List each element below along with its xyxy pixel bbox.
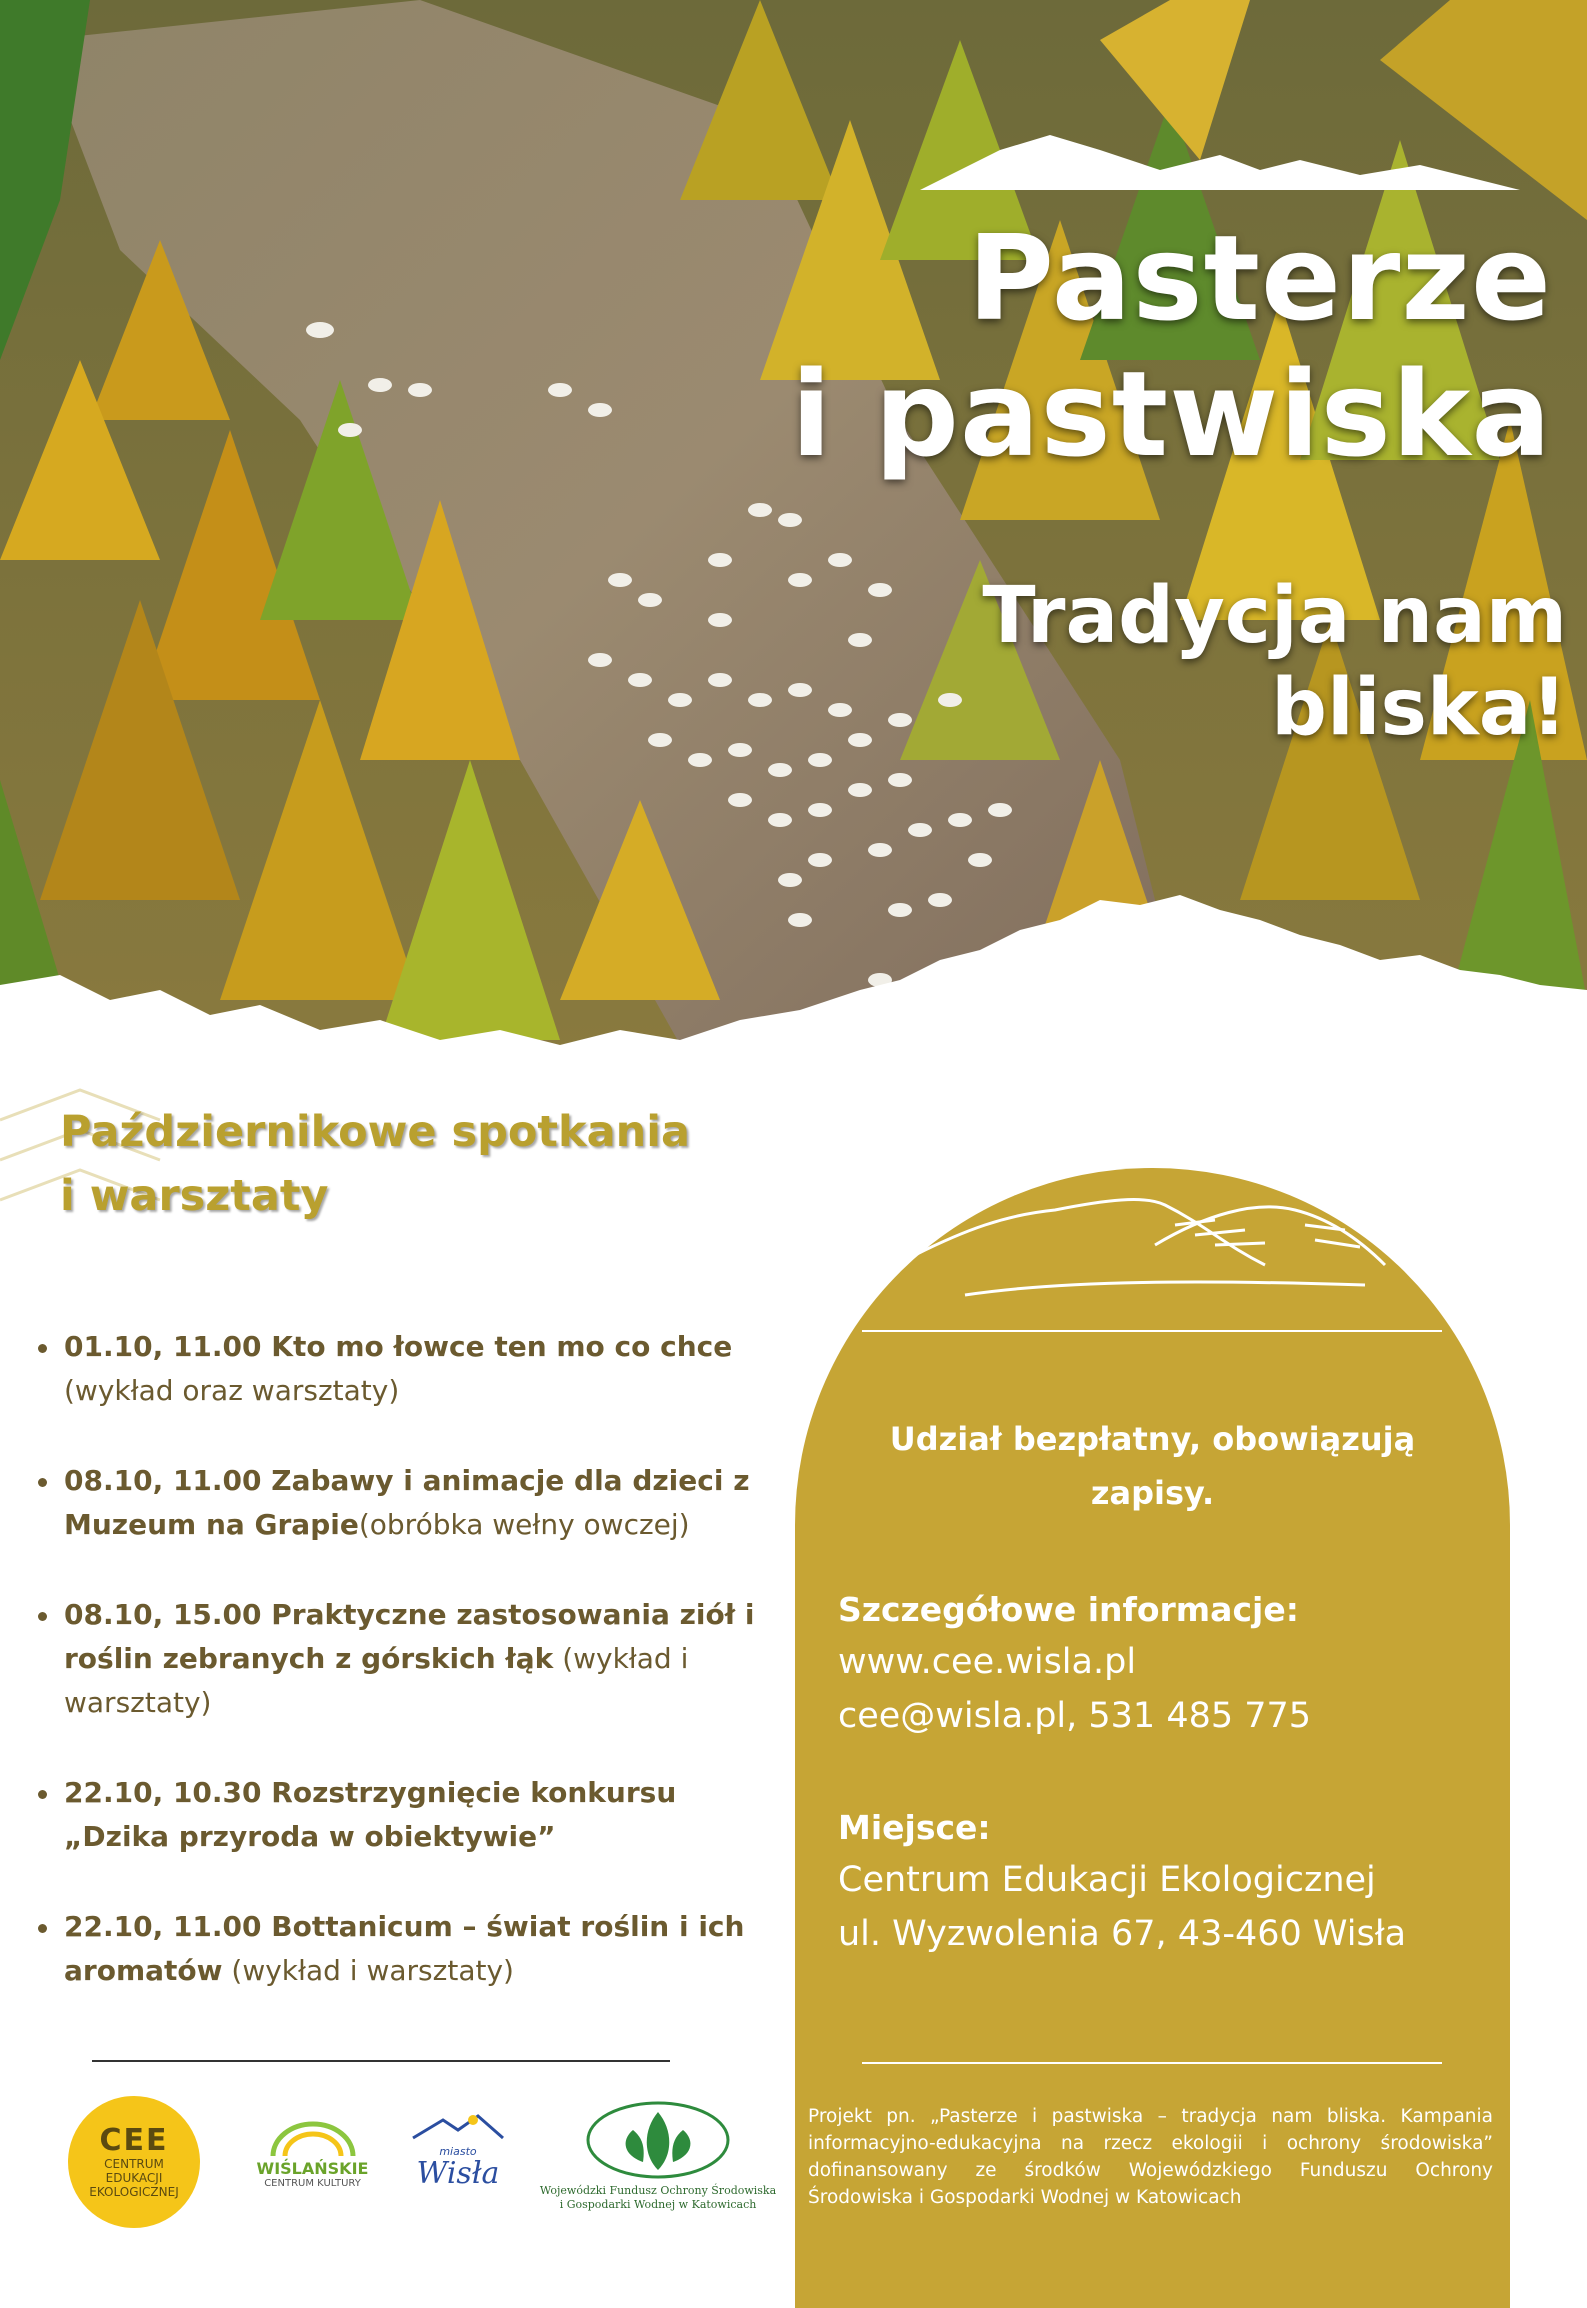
wfos-logo <box>533 2100 783 2212</box>
place-address: ul. Wyzwolenia 67, 43-460 Wisła <box>838 1914 1407 1954</box>
wislanskie-name: WIŚLAŃSKIE <box>256 2159 369 2178</box>
wislanskie-logo <box>255 2120 370 2190</box>
place-block <box>838 1803 1406 1961</box>
website-link[interactable]: www.cee.wisla.pl <box>838 1642 1137 1682</box>
panel-divider-top <box>862 1330 1442 1332</box>
place-heading: Miejsce: <box>838 1808 991 1847</box>
contact-info[interactable]: cee@wisla.pl, 531 485 775 <box>838 1696 1312 1736</box>
event-title: 22.10, 10.30 Rozstrzygnięcie konkursu „Dzika przyroda w obiektywie” <box>64 1776 677 1853</box>
divider <box>92 2060 670 2062</box>
panel-divider-bottom <box>862 2062 1442 2064</box>
registration-note <box>820 1412 1485 1520</box>
cee-logo-mark: CEE <box>99 2123 169 2158</box>
wisla-mountains-icon <box>403 2112 513 2142</box>
leaf-icon <box>583 2100 733 2180</box>
arch-logo-icon <box>258 2120 368 2156</box>
wisla-logo <box>398 2112 518 2190</box>
page-title <box>791 210 1552 482</box>
event-note: (wykład oraz warsztaty) <box>64 1374 400 1407</box>
wfos-text-2: i Gospodarki Wodnej w Katowicach <box>559 2198 757 2211</box>
title-line-2: i pastwiska <box>790 345 1552 483</box>
page-subtitle <box>982 570 1567 754</box>
event-title: 01.10, 11.00 Kto mo łowce ten mo co chce <box>64 1330 733 1363</box>
event-list <box>30 1325 770 2039</box>
event-item <box>30 1325 770 1413</box>
event-title: 08.10, 11.00 Zabawy i animacje dla dzieci z Muzeum na Grapie <box>64 1464 750 1541</box>
event-item <box>30 1771 770 1859</box>
details-block <box>838 1585 1311 1743</box>
title-line-1: Pasterze <box>967 209 1552 347</box>
cee-logo <box>68 2096 200 2228</box>
event-item <box>30 1593 770 1725</box>
mountain-outline-icon <box>905 1185 1405 1315</box>
event-note: (wykład i warsztaty) <box>222 1954 514 1987</box>
section-heading <box>60 1100 820 1228</box>
event-title: 08.10, 15.00 Praktyczne zastosowania ziół i roślin zebranych z górskich łąk <box>64 1598 755 1675</box>
event-title: 22.10, 11.00 Bottanicum – świat roślin i ich aromatów <box>64 1910 745 1987</box>
wislanskie-subtitle: CENTRUM KULTURY <box>264 2178 361 2189</box>
place-name: Centrum Edukacji Ekologicznej <box>838 1860 1376 1900</box>
subtitle-line-1: Tradycja nam <box>982 571 1567 661</box>
hero-photo <box>0 0 1587 1080</box>
wisla-small-text: miasto <box>439 2145 477 2158</box>
event-note: (obróbka wełny owczej) <box>358 1508 690 1541</box>
section-heading-line-1: Październikowe spotkania <box>60 1107 690 1157</box>
registration-line-1: Udział bezpłatny, obowiązują <box>889 1420 1416 1458</box>
registration-line-2: zapisy. <box>1090 1474 1215 1512</box>
cee-logo-text: CENTRUM EDUKACJI EKOLOGICZNEJ <box>89 2157 179 2199</box>
subtitle-line-2: bliska! <box>1271 663 1567 753</box>
event-note: (wykład i warsztaty) <box>64 1642 689 1719</box>
wisla-name: Wisła <box>416 2156 500 2191</box>
details-heading: Szczegółowe informacje: <box>838 1590 1299 1629</box>
section-heading-line-2: i warsztaty <box>60 1171 329 1221</box>
event-item <box>30 1459 770 1547</box>
wfos-text-1: Wojewódzki Fundusz Ochrony Środowiska <box>539 2184 777 2197</box>
project-footnote: Projekt pn. „Pasterze i pastwiska – tradycja nam bliska. Kampania informacyjno-edukacyjna na rzecz ekologii i ochrony środowiska” dofinansowany ze środków Wojewódzkiego Funduszu Ochrony Środowiska i Gospodarki Wodnej w Katowicach <box>808 2106 1493 2208</box>
event-item <box>30 1905 770 1993</box>
forest-landscape-illustration <box>0 0 1587 1080</box>
